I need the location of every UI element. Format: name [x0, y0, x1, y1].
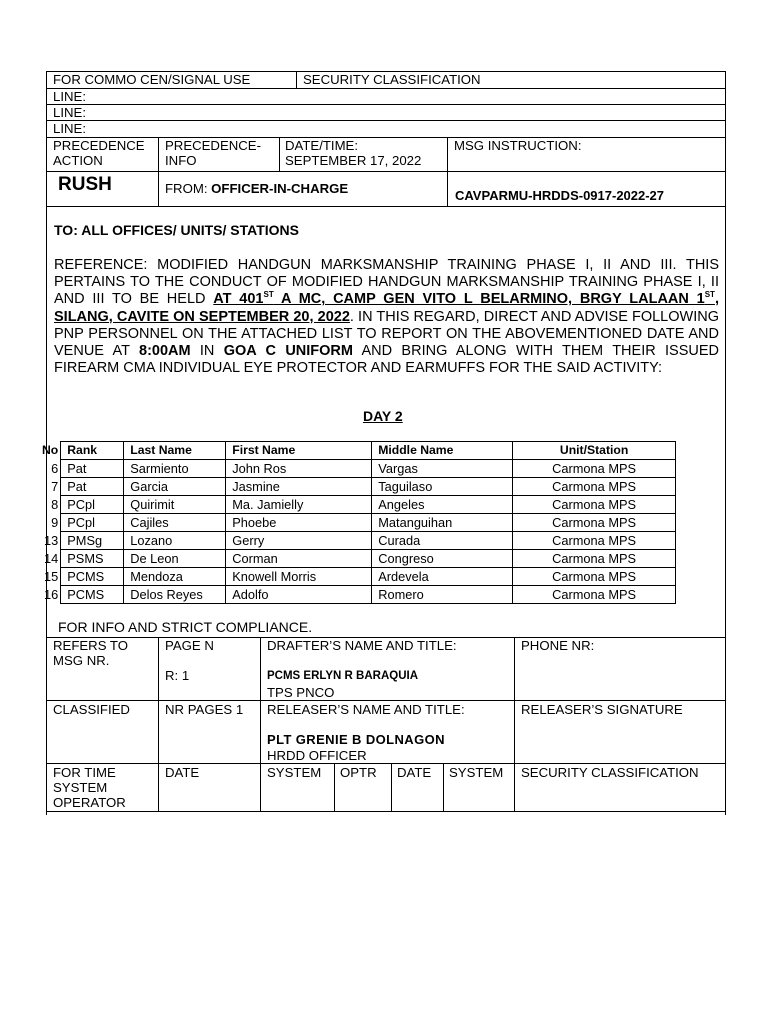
uniform-text: GOA C UNIFORM: [223, 343, 353, 360]
date-label-2: DATE: [397, 765, 432, 780]
cell-first-name: Corman: [226, 550, 372, 568]
cell-last-name: Quirimit: [124, 496, 226, 514]
cell-first-name: Phoebe: [226, 514, 372, 532]
col-header-unit-station: Unit/Station: [513, 442, 676, 460]
precedence-value: RUSH: [58, 174, 112, 195]
releaser-label: RELEASER’S NAME AND TITLE:: [267, 702, 465, 717]
footer-col-line: [391, 763, 392, 812]
cell-rank: PMSg: [61, 532, 124, 550]
system-label-1: SYSTEM: [267, 765, 322, 780]
cell-no: 15: [44, 569, 59, 584]
precedence-info-label-1: PRECEDENCE-: [165, 138, 261, 153]
footer-col-line: [443, 763, 444, 812]
table-row: [42, 568, 676, 586]
cell-middle-name: Curada: [372, 532, 513, 550]
classified-label: CLASSIFIED: [53, 702, 130, 717]
cell-rank: PSMS: [61, 550, 124, 568]
datetime-label: DATE/TIME:: [285, 138, 359, 153]
footer-row-line: [46, 700, 726, 701]
row-line: [46, 120, 726, 121]
cell-middle-name: Angeles: [372, 496, 513, 514]
personnel-table: [42, 441, 676, 604]
cell-last-name: De Leon: [124, 550, 226, 568]
security-classification-label: SECURITY CLASSIFICATION: [303, 72, 481, 87]
table-row: [42, 514, 676, 532]
day-title: DAY 2: [363, 408, 403, 424]
cell-unit-station: Carmona MPS: [513, 586, 676, 604]
row-line: [46, 137, 726, 138]
table-row: [42, 550, 676, 568]
drafter-label: DRAFTER’S NAME AND TITLE:: [267, 638, 457, 653]
cell-first-name: Knowell Morris: [226, 568, 372, 586]
to-line: TO: ALL OFFICES/ UNITS/ STATIONS: [54, 222, 299, 238]
drafter-name: PCMS ERLYN R BARAQUIA: [267, 670, 419, 682]
reference-paragraph: REFERENCE: MODIFIED HANDGUN MARKSMANSHIP TRAINING PHASE I, II AND III. THIS PERTAINS TO THE CONDUCT OF MODIFIED HANDGUN MARKSMANSHIP TRAINING PHASE I, II AND III TO BE HELD AT 401ST A MC, CAMP GEN VITO L BELARMINO, BRGY LALAAN 1ST, SILANG, CAVITE ON SEPTEMBER 20, 2022. IN THIS REGARD, DIRECT AND ADVISE FOLLOWING PNP PERSONNEL ON THE ATTACHED LIST TO REPORT ON THE ABOVEMENTIONED DATE AND VENUE AT 8:00AM IN GOA C UNIFORM AND BRING ALONG WITH THEM THEIR ISSUED FIREARM CMA INDIVIDUAL EYE PROTECTOR AND EARMUFFS FOR THE SAID ACTIVITY:: [54, 257, 720, 377]
time-system-operator-3: OPERATOR: [53, 795, 126, 810]
releaser-signature-label: RELEASER’S SIGNATURE: [521, 702, 683, 717]
row-line: [46, 88, 726, 89]
from-value: OFFICER-IN-CHARGE: [211, 181, 349, 196]
cell-middle-name: Ardevela: [372, 568, 513, 586]
col-header-first-name: First Name: [226, 442, 372, 460]
datetime-value: SEPTEMBER 17, 2022: [285, 153, 422, 168]
table-header-row: [42, 442, 676, 460]
refers-label-2: MSG NR.: [53, 653, 110, 668]
line-label-3: LINE:: [53, 121, 86, 136]
border-right: [725, 71, 726, 815]
footer-bottom-line: [46, 811, 726, 812]
compliance-line: FOR INFO AND STRICT COMPLIANCE.: [58, 619, 313, 635]
cell-last-name: Lozano: [124, 532, 226, 550]
col-line: [279, 137, 280, 171]
col-header-middle-name: Middle Name: [372, 442, 513, 460]
cell-last-name: Garcia: [124, 478, 226, 496]
cell-last-name: Cajiles: [124, 514, 226, 532]
cell-last-name: Mendoza: [124, 568, 226, 586]
cell-rank: Pat: [61, 460, 124, 478]
cell-last-name: Sarmiento: [124, 460, 226, 478]
cell-no: 8: [51, 497, 59, 512]
col-header-rank: Rank: [61, 442, 124, 460]
cell-rank: PCMS: [61, 568, 124, 586]
footer-row-line: [46, 763, 726, 764]
footer-col-line: [158, 637, 159, 812]
footer-security-classification: SECURITY CLASSIFICATION: [521, 765, 699, 780]
date-label-1: DATE: [165, 765, 200, 780]
releaser-name: PLT GRENIE B DOLNAGON: [267, 732, 445, 747]
cell-first-name: Ma. Jamielly: [226, 496, 372, 514]
cell-rank: PCpl: [61, 514, 124, 532]
cell-rank: PCpl: [61, 496, 124, 514]
time-system-operator-2: SYSTEM: [53, 780, 108, 795]
col-header-last-name: Last Name: [124, 442, 226, 460]
cell-rank: Pat: [61, 478, 124, 496]
col-header-no: No: [42, 443, 59, 457]
footer-col-line: [260, 637, 261, 812]
row-line: [46, 206, 726, 207]
from-label: FROM:: [165, 181, 208, 196]
page-label: PAGE N: [165, 638, 214, 653]
cell-no: 14: [44, 551, 59, 566]
line-label-2: LINE:: [53, 105, 86, 120]
cell-unit-station: Carmona MPS: [513, 568, 676, 586]
system-label-2: SYSTEM: [449, 765, 504, 780]
nr-pages: NR PAGES 1: [165, 702, 244, 717]
report-time: 8:00AM: [139, 343, 191, 360]
commo-label: FOR COMMO CEN/SIGNAL USE: [53, 72, 251, 87]
cell-first-name: Adolfo: [226, 586, 372, 604]
cell-unit-station: Carmona MPS: [513, 496, 676, 514]
row-line: [46, 104, 726, 105]
col-line: [158, 137, 159, 206]
footer-col-line: [514, 637, 515, 812]
row-line: [46, 171, 726, 172]
footer-col-line: [334, 763, 335, 812]
cell-middle-name: Congreso: [372, 550, 513, 568]
cell-rank: PCMS: [61, 586, 124, 604]
col-line: [296, 71, 297, 88]
line-label-1: LINE:: [53, 89, 86, 104]
message-reference: CAVPARMU-HRDDS-0917-2022-27: [455, 188, 665, 203]
cell-last-name: Delos Reyes: [124, 586, 226, 604]
venue-text: AT 401ST A MC, CAMP GEN VITO L BELARMINO, BRGY LALAAN 1ST, SILANG, CAVITE ON SEPTEMBER 20, 2022: [54, 290, 719, 325]
table-row: [42, 496, 676, 514]
col-line: [447, 137, 448, 206]
precedence-action-label-2: ACTION: [53, 153, 103, 168]
table-row: [42, 460, 676, 478]
cell-no: 7: [51, 479, 59, 494]
cell-middle-name: Romero: [372, 586, 513, 604]
cell-no: 13: [44, 533, 59, 548]
drafter-title: TPS PNCO: [267, 685, 335, 700]
table-row: [42, 586, 676, 604]
cell-no: 9: [51, 515, 59, 530]
table-row: [42, 532, 676, 550]
cell-middle-name: Matanguihan: [372, 514, 513, 532]
cell-middle-name: Taguilaso: [372, 478, 513, 496]
cell-unit-station: Carmona MPS: [513, 478, 676, 496]
cell-first-name: John Ros: [226, 460, 372, 478]
optr-label: OPTR: [340, 765, 377, 780]
cell-middle-name: Vargas: [372, 460, 513, 478]
cell-unit-station: Carmona MPS: [513, 460, 676, 478]
msg-instruction-label: MSG INSTRUCTION:: [454, 138, 582, 153]
cell-unit-station: Carmona MPS: [513, 514, 676, 532]
cell-first-name: Jasmine: [226, 478, 372, 496]
from-line: [165, 181, 348, 196]
page-value: R: 1: [165, 668, 190, 683]
releaser-title: HRDD OFFICER: [267, 748, 367, 763]
cell-first-name: Gerry: [226, 532, 372, 550]
cell-no: 6: [51, 461, 59, 476]
table-row: [42, 478, 676, 496]
refers-label-1: REFERS TO: [53, 638, 128, 653]
precedence-info-label-2: INFO: [165, 153, 197, 168]
cell-unit-station: Carmona MPS: [513, 532, 676, 550]
precedence-action-label-1: PRECEDENCE: [53, 138, 145, 153]
time-system-operator-1: FOR TIME: [53, 765, 116, 780]
phone-label: PHONE NR:: [521, 638, 595, 653]
cell-no: 16: [44, 587, 59, 602]
cell-unit-station: Carmona MPS: [513, 550, 676, 568]
